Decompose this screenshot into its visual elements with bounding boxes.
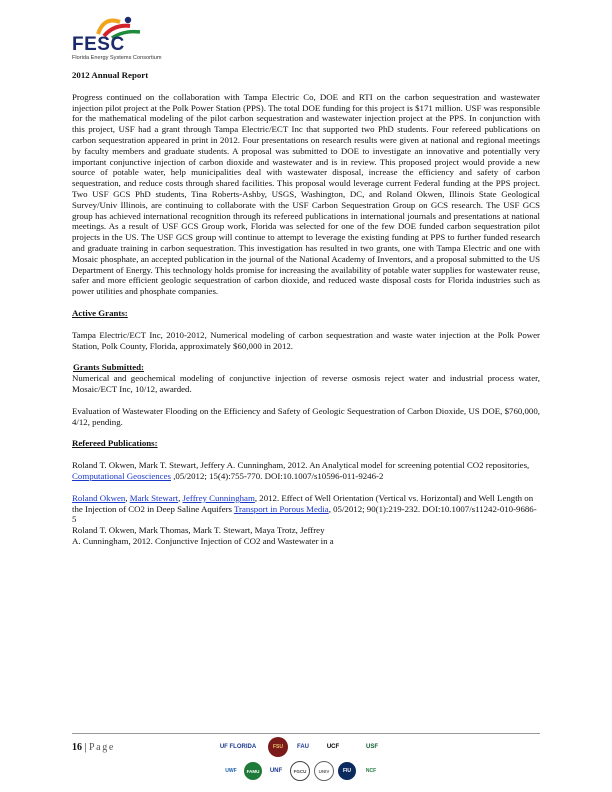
active-grant-item: Tampa Electric/ECT Inc, 2010-2012, Numerical modeling of carbon sequestration and waste water injection at the Polk Power Station, Polk County, Florida, approximately $60,000 in 2012. [72,329,540,351]
fgcu-seal-logo: FGCU [290,761,310,781]
famu-seal-logo: FAMU [244,762,262,780]
uwf-logo: UWF [225,768,237,774]
page-word: Page [89,742,115,753]
logo-subtitle: Florida Energy Systems Consortium [72,55,162,61]
pub2-sep: , [178,492,183,503]
university-seal-logo: UNIV [314,761,334,781]
pub2-journal-link[interactable]: Transport in Porous Media [233,503,329,514]
ucf-logo: UCF [326,744,340,750]
page-number-value: 16 [72,742,82,753]
pub2-author-okwen-link[interactable]: Roland Okwen [72,492,126,503]
publication-1 [72,460,540,482]
uf-logo: UF FLORIDA [219,744,257,750]
document-body [72,70,540,547]
fau-logo: FAU [297,744,309,750]
pub2-text: , 2012. Effect of Well Orientation (Vertical vs. Horizontal) and Well Length on the Injection of CO2 in Deep Saline Aquifers [72,492,534,514]
pub1-journal-link[interactable]: Computational Geosciences [72,470,171,481]
partner-logos-row-2 [222,761,382,781]
publication-2 [72,493,540,525]
pub2-author-stewart-link[interactable]: Mark Stewart [129,492,179,503]
pub2-citation: , 05/2012; 90(1):219-232. DOI:10.1007/s11242-010-9686-5 [72,503,537,525]
logo-wordmark: FESC [72,34,125,55]
publication-3-line-2: A. Cunningham, 2012. Conjunctive Injection of CO2 and Wastewater in a [72,535,334,546]
page-separator: | [82,742,90,753]
intro-paragraph: Progress continued on the collaboration with Tampa Electric Co, DOE and RTI on the carbon sequestration and wastewater injection pilot project at the Polk Power Station (PPS). The total DOE funding for this project is $171 million. USF was responsible for the mathematical modeling of the pilot carbon sequestration and wastewater injection project at the PPS. In conjunction with this project, USF had a grant through Tampa Electric/ECT Inc that supported two PhD students. Four refereed publications on carbon sequestration appeared in print in 2012. Four presentations on research results were given at national and regional meetings by faculty members and graduate students. A proposal was submitted to DOE to investigate an innovative and potentially very important conjunctive injection of carbon dioxide and wastewater and is in review. This proposed project would provide a new source of potable water, help municipalities deal with wastewater disposal, increase the efficiency and safety of carbon sequestration, and reduce costs through shared facilities. This proposal would leverage current Federal funding at the PPS project. Two USF GCS PhD students, Tina Roberts-Ashby, USGS, Washington, DC, and Roland Okwen, Illinois State Geological Survey/Univ Illinois, are continuing to collaborate with the USF Carbon Sequestration Group on GCS research. The USF GCS group has achieved international recognition through its refereed publications in international journals and presentations at national meetings. As a result of USF GCS Group work, Florida was selected for one of the few DOE funded carbon sequestration pilot projects in the US. The USF GCS group will continue to attempt to leverage the existing funding at PPS to further funded research and graduate training in carbon sequestration. This investigation has resulted in two grants, one with Tampa Electric and one with Mosaic phosphate, an accepted publication in the journal of the National Academy of Inventors, and a proposal submitted to the US Department of Energy. This technology holds promise for increasing the availability of potable water supplies for wastewater reuse, safer and more efficient geologic sequestration of carbon dioxide, and reduced waste disposal costs for Florida industries such as power utilities and phosphate companies. [72,91,540,297]
pub1-citation: ,05/2012; 15(4):755-770. DOI:10.1007/s10596-011-9246-2 [170,470,384,481]
partner-logos-row-1 [212,737,392,757]
grant-submitted-item-1: Numerical and geochemical modeling of conjunctive injection of reverse osmosis reject water and industrial process water, Mosaic/ECT Inc, 10/12, awarded. [72,373,540,394]
fiu-seal-logo: FIU [338,762,356,780]
fesc-logo [72,14,162,66]
usf-logo: USF [366,744,378,750]
active-grants-heading: Active Grants: [72,307,128,318]
page-number [72,742,115,753]
page-footer [72,733,540,783]
fsu-seal-logo: FSU [268,737,288,757]
grants-submitted-heading: Grants Submitted: [73,362,145,373]
footer-divider [72,733,540,734]
pub2-author-cunningham-link[interactable]: Jeffrey Cunningham [182,492,255,503]
publications-heading: Refereed Publications: [72,438,158,449]
ncf-logo: NCF [365,768,377,774]
pub1-text: Roland T. Okwen, Mark T. Stewart, Jeffery A. Cunningham, 2012. An Analytical model for screening potential CO2 repositories, [72,460,530,471]
report-title: 2012 Annual Report [72,70,149,80]
unf-logo: UNF [269,768,283,774]
grant-submitted-item-2: Evaluation of Wastewater Flooding on the Efficiency and Safety of Geologic Sequestration of Carbon Dioxide, US DOE, $760,000, 4/12, pending. [72,405,540,427]
pub2-sep: , [125,492,130,503]
publication-3-line-1: Roland T. Okwen, Mark Thomas, Mark T. Stewart, Maya Trotz, Jeffrey [72,525,325,536]
